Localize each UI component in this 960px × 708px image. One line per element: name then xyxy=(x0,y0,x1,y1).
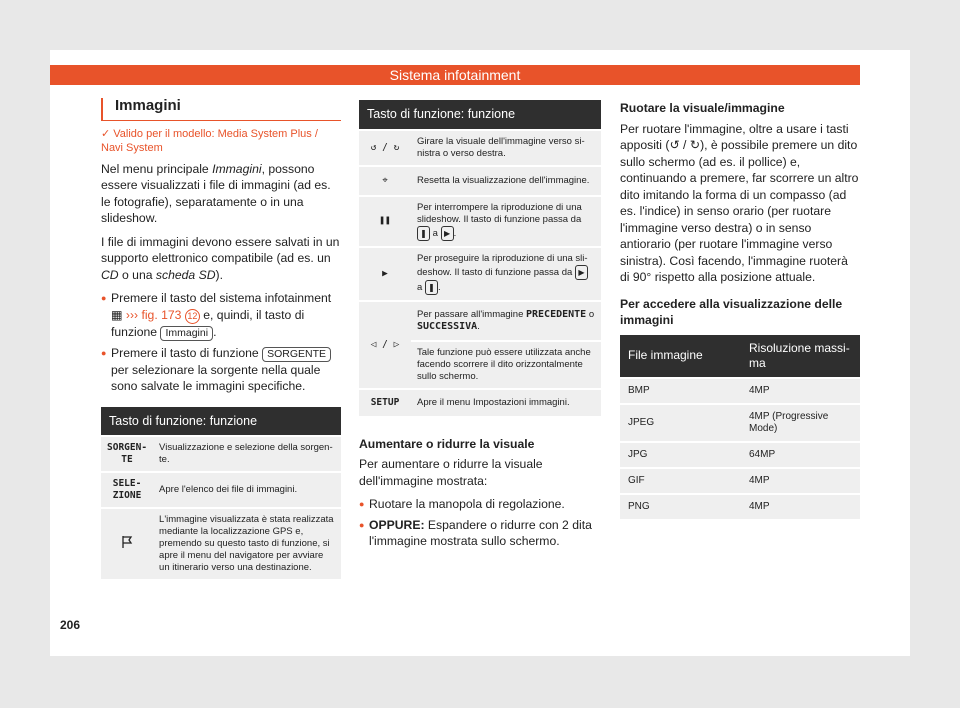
col-header-res: Risoluzione massima xyxy=(741,335,860,377)
play-icon: ▶ xyxy=(359,248,411,300)
row-desc: Per passare all'immagine PRECEDENTE o SUCCESSIVA. xyxy=(411,302,601,340)
table-row: BMP 4MP xyxy=(620,379,860,403)
callout-number: 12 xyxy=(185,309,200,324)
row-desc: Visualizzazione e selezione della sorgente. xyxy=(153,437,341,471)
table-row xyxy=(359,197,601,246)
table-row xyxy=(359,302,601,340)
resolution-table xyxy=(620,333,860,521)
zoom-step-1: ● Ruotare la manopola di regolazione. xyxy=(359,496,601,513)
flag-icon xyxy=(101,509,153,579)
access-heading: Per accedere alla visualizzazione delle immagini xyxy=(620,296,843,327)
table-row xyxy=(359,167,601,195)
validity-note xyxy=(101,127,341,155)
function-table-left xyxy=(101,435,341,581)
table-row: JPG 64MP xyxy=(620,443,860,467)
rotate-paragraph: Per ruotare l'immagine, oltre a usare i tasti appositi (↺ / ↻), è possibile premere un dito sullo schermo (ad es. il pollice) e, continuando a premere, far scorrere un altro dito imitando la forma di un compasso (ad es. l'indice) in senso orario (per ruotare l'immagine verso destra) o in senso antiorario (per ruotare l'immagine verso sinistra). Così facendo, l'immagine ruoterà di 90° rispetto alla posizione attuale. xyxy=(620,121,859,284)
intro-paragraph: Nel menu principale Immagini, possono essere visualizzati i file di immagini (ad es. le fotografie), separatamente o in una slideshow. xyxy=(101,161,331,225)
col-header-file: File immagine xyxy=(620,335,741,377)
row-desc: L'immagine visualizzata è stata realizzata mediante la localizzazione GPS e, premendo su questo tasto di funzione, si apre il menu del navigatore per avviare un itinerario verso una destinazione. xyxy=(153,509,341,579)
key-selezione: SELE- ZIONE xyxy=(101,473,153,507)
column-right xyxy=(620,98,860,521)
rotate-heading: Ruotare la visuale/immagine xyxy=(620,101,785,115)
function-table-header: Tasto di funzione: funzione xyxy=(359,100,601,129)
table-row xyxy=(359,390,601,416)
section-title-immagini: Immagini xyxy=(101,98,341,121)
function-table-middle xyxy=(359,129,601,418)
key-setup: SETUP xyxy=(359,390,411,416)
play-icon: ▶ xyxy=(441,226,454,241)
figure-reference[interactable]: ››› fig. 173 xyxy=(125,307,182,322)
pause-icon: ❚❚ xyxy=(359,197,411,246)
column-middle xyxy=(359,100,601,554)
column-left xyxy=(101,98,341,581)
function-table-header: Tasto di funzione: funzione xyxy=(101,407,341,436)
rotate-left-icon: ↺ xyxy=(669,138,680,152)
check-icon: ✓ xyxy=(101,127,111,140)
row-desc: Per proseguire la riproduzione di una slideshow. Il tasto di funzione passa da ▶ a ❚ . xyxy=(411,248,601,300)
row-desc: Resetta la visualizzazione dell'immagine. xyxy=(411,167,601,195)
immagini-key: Immagini xyxy=(160,326,213,341)
table-row: JPEG 4MP (Progressive Mode) xyxy=(620,405,860,441)
key-sorgente: SORGEN- TE xyxy=(101,437,153,471)
page-number: 206 xyxy=(60,618,81,632)
rotate-icons: ↺ / ↻ xyxy=(359,131,411,165)
zoom-heading: Aumentare o ridurre la visuale xyxy=(359,436,535,451)
table-row xyxy=(359,131,601,165)
table-row xyxy=(101,509,341,579)
prev-next-icons: ◁ / ▷ xyxy=(359,302,411,388)
row-desc: Apre l'elenco dei file di immagini. xyxy=(153,473,341,507)
zoom-paragraph: Per aumentare o ridurre la visuale dell'immagine mostrata: xyxy=(359,457,543,488)
table-row xyxy=(101,473,341,507)
reset-view-icon: ⌖ xyxy=(359,167,411,195)
table-row xyxy=(359,248,601,300)
rotate-right-icon: ↻ xyxy=(689,138,701,152)
table-row xyxy=(101,437,341,471)
table-row: PNG 4MP xyxy=(620,495,860,519)
pause-icon: ❚ xyxy=(417,226,430,241)
step-2: ● Premere il tasto di funzione SORGENTE per selezionare la sorgente nella quale sono salvate le immagini specifiche. xyxy=(101,345,341,395)
storage-paragraph: I file di immagini devono essere salvati in un supporto elettronico compatibile (ad es. un CD o una scheda SD). xyxy=(101,234,340,282)
row-desc: Girare la visuale dell'immagine verso sinistra o verso destra. xyxy=(411,131,601,165)
table-row: GIF 4MP xyxy=(620,469,860,493)
table-header-row xyxy=(620,335,860,377)
pause-icon: ❚ xyxy=(425,280,438,295)
play-icon: ▶ xyxy=(575,265,588,280)
sorgente-key: SORGENTE xyxy=(262,347,331,362)
menu-grid-icon: ▦ xyxy=(111,307,123,322)
step-1: ● Premere il tasto del sistema infotainment ▦ ››› fig. 173 12 e, quindi, il tasto di funzione Immagini . xyxy=(101,290,341,341)
row-desc: Tale funzione può essere utilizzata anche facendo scorrere il dito orizzontalmente sullo schermo. xyxy=(411,342,601,388)
row-desc: Per interrompere la riproduzione di una slideshow. Il tasto di funzione passa da ❚ a ▶ . xyxy=(411,197,601,246)
validity-text: Valido per il modello: Media System Plus / Navi System xyxy=(101,127,318,154)
zoom-step-2: ● OPPURE: Espandere o ridurre con 2 dita l'immagine mostrata sullo schermo. xyxy=(359,517,601,550)
row-desc: Apre il menu Impostazioni immagini. xyxy=(411,390,601,416)
header-banner: Sistema infotainment xyxy=(50,65,860,85)
